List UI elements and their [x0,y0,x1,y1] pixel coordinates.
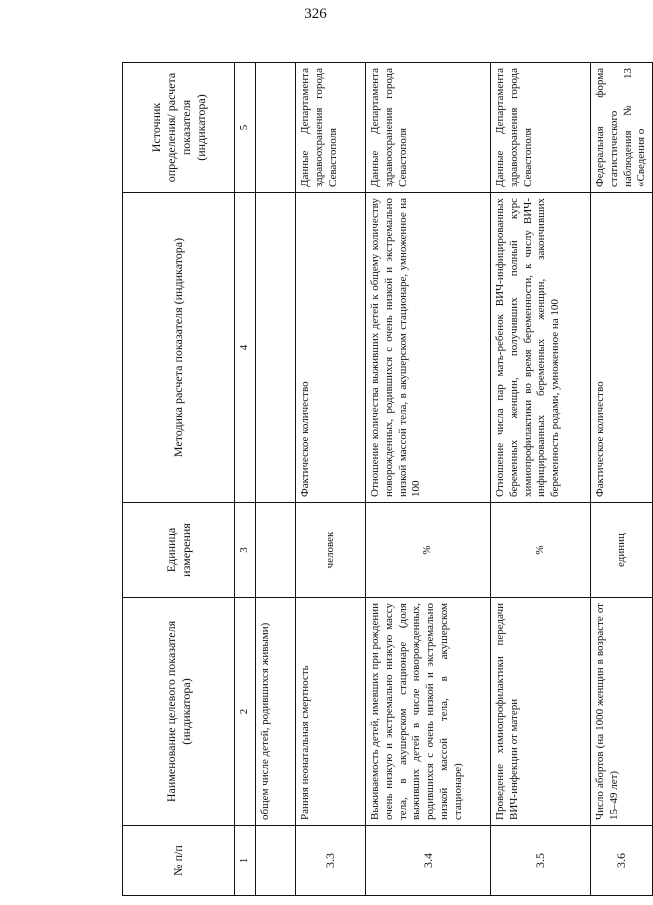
indicator-name: общем числе детей, родившихся живыми) [256,598,296,826]
table-row [591,63,653,896]
unit: человек [296,503,366,598]
indicator-name: Ранняя неонатальная смертность [296,598,366,826]
row-number: 3.5 [491,826,591,896]
column-number-row [235,63,256,896]
method: Отношение числа пар мать-ребенок ВИЧ-инфицированных беременных женщин, получивших полный курс химиопрофилактики во время беременности, к числу ВИЧ-инфицированных беременных женщин, закончивших беременность родами, умноженное на 100 [491,193,591,503]
method [256,193,296,503]
column-number: 1 [235,826,256,896]
source: Данные Департамента здравоохранения города Севастополя [366,63,491,193]
header-indicator-name: Наименование целевого показателя (индикатора) [123,598,235,826]
header-method: Методика расчета показателя (индикатора) [123,193,235,503]
unit: % [491,503,591,598]
source: Данные Департамента здравоохранения города Севастополя [296,63,366,193]
column-number: 5 [235,63,256,193]
indicator-name: Число абортов (на 1000 женщин в возрасте от 15–49 лет) [591,598,653,826]
table-row [491,63,591,896]
table-row [296,63,366,896]
rotated-table-container [122,63,648,896]
row-number: 3.6 [591,826,653,896]
unit: % [366,503,491,598]
row-number: 3.4 [366,826,491,896]
column-number: 3 [235,503,256,598]
header-unit: Единица измерения [123,503,235,598]
page-number: 326 [304,6,327,22]
table-row [366,63,491,896]
method: Фактическое количество [591,193,653,503]
table-header-row [123,63,235,896]
table-row [256,63,296,896]
indicator-name: Проведение химиопрофилактики передачи ВИЧ-инфекции от матери [491,598,591,826]
method: Отношение количества выживших детей к общему количеству новорожденных, родившихся с очень низкой и экстремально низкой массой тела, в акушерском стационаре, умноженное на 100 [366,193,491,503]
unit [256,503,296,598]
row-number [256,826,296,896]
source [256,63,296,193]
header-source: Источник определения/ расчета показателя (индикатора) [123,63,235,193]
indicators-table [122,62,653,896]
column-number: 4 [235,193,256,503]
column-number: 2 [235,598,256,826]
unit: единиц [591,503,653,598]
method: Фактическое количество [296,193,366,503]
row-number: 3.3 [296,826,366,896]
source: Данные Департамента здравоохранения города Севастополя [491,63,591,193]
indicator-name: Выживаемость детей, имевших при рождении очень низкую и экстремально низкую массу тела, в акушерском стационаре (доля выживших детей в числе новорожденных, родившихся с очень низкой и экстремально низкой массой тела, в акушерском стационаре) [366,598,491,826]
header-number: № п/п [123,826,235,896]
source: Федеральная форма статистического наблюдения № 13 «Сведения о [591,63,653,193]
